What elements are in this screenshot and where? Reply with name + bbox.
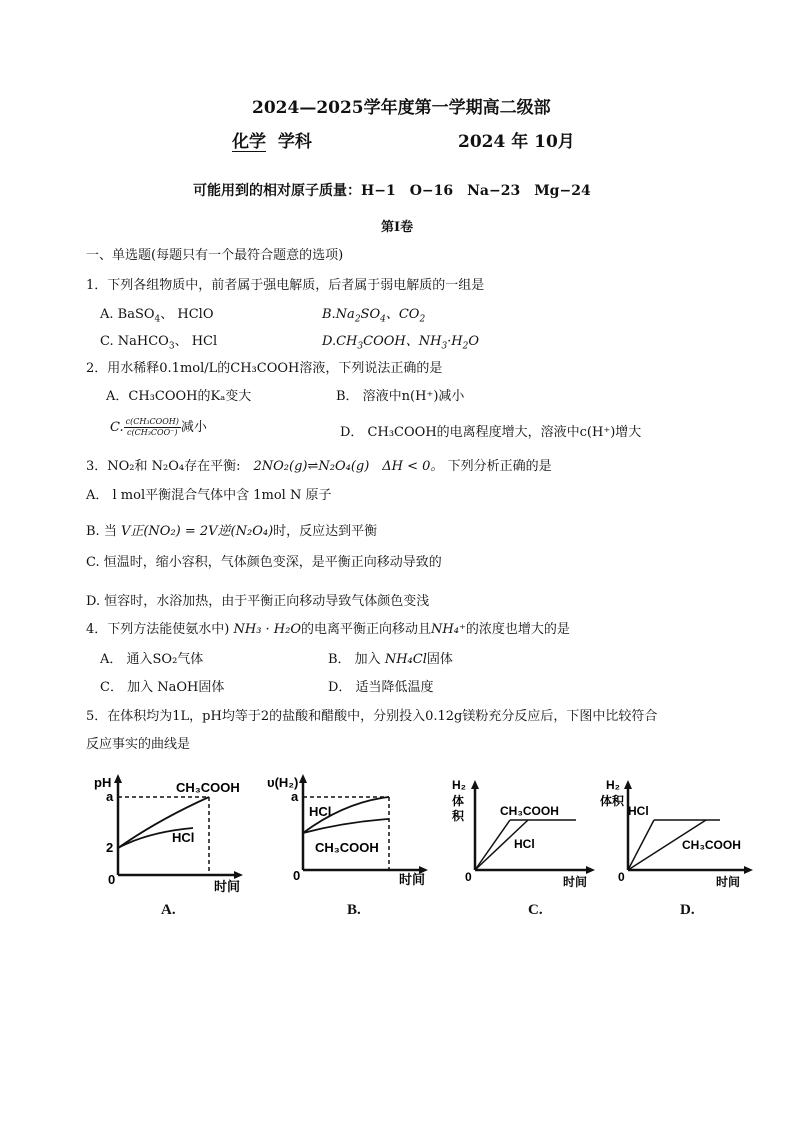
q2-option-b: B． 溶液中n(H⁺)减小 [336, 389, 465, 404]
q5-stem-line1: 5．在体积均为1L，pH均等于2的盐酸和醋酸中，分别投入0.12g镁粉充分反应后，下图中比较符合 [86, 709, 658, 724]
q4-option-b [328, 651, 453, 669]
graph-c [448, 775, 608, 895]
q2-c-suffix: 减小 [180, 420, 207, 435]
subject-suffix: 学科 [277, 132, 312, 152]
graph-b-y-top: a [291, 789, 299, 804]
graph-a-origin: 0 [108, 872, 116, 887]
q2-c-prefix: C. [110, 420, 124, 435]
graph-a-upper-label: CH₃COOH [176, 780, 240, 795]
graph-b-lower-label: CH₃COOH [315, 840, 379, 855]
q2-option-d: D． CH₃COOH的电离程度增大，溶液中c(H⁺)增大 [340, 425, 642, 440]
volume-label: 第Ⅰ卷 [381, 220, 414, 235]
q1-option-c: C. NaHCO$_3$、 HCl [100, 334, 218, 352]
q4-b-formula: NH₄Cl [384, 652, 427, 667]
graph-c-y-label3: 积 [452, 809, 465, 823]
q3-equation: 2NO₂(g)⇌N₂O₄(g) [253, 459, 370, 474]
graph-a [88, 770, 258, 895]
graph-b-curve-lower [303, 819, 389, 833]
q1-option-b: $B.Na_2SO_4$、$CO_2$ [322, 307, 426, 325]
q3-b-equation: V正(NO₂) = 2V逆(N₂O₄) [120, 524, 274, 539]
q4-ion: NH₄⁺ [431, 622, 466, 637]
q3-option-c: C. 恒温时，缩小容积，气体颜色变深，是平衡正向移动导致的 [86, 555, 442, 570]
q1-option-d: $D.CH_3COOH$、$NH_3\cdot H_2O$ [322, 334, 480, 352]
q1-d-text4: O [468, 334, 480, 349]
graph-a-option: A. [161, 902, 176, 918]
q2-c-denominator: c(CH₃COO⁻) [127, 428, 178, 437]
graph-b-origin: 0 [293, 868, 301, 883]
graph-a-y-top: a [106, 789, 114, 804]
graph-b-y-arrow [299, 774, 307, 783]
q4-formula: NH₃ · H₂O [233, 622, 302, 637]
graph-d-x-arrow [744, 866, 753, 874]
graph-a-y-arrow [114, 774, 122, 783]
graph-d-svg [598, 775, 768, 895]
q1-c-text2: 、 HCl [174, 334, 218, 349]
q4-option-c: C． 加入 NaOH固体 [100, 680, 225, 695]
graph-b-option: B. [347, 902, 361, 918]
exam-title: 2024—2025学年度第一学期高二级部 [252, 98, 551, 118]
graph-d [598, 775, 768, 895]
q3-b-pre: B. 当 [86, 524, 121, 539]
graph-d-origin: 0 [618, 870, 625, 884]
graph-c-x-arrow [586, 866, 595, 874]
graph-a-y-label: pH [94, 775, 112, 790]
graph-b-upper-label: HCl [309, 804, 332, 819]
q1-b-text: B.Na [322, 307, 355, 322]
graph-d-y-label1: H₂ [606, 778, 620, 792]
q5-stem-line2: 反应事实的曲线是 [86, 737, 191, 752]
graph-b [265, 770, 440, 895]
q1-a-text: A. BaSO [100, 307, 155, 322]
graph-c-x-label: 时间 [563, 875, 588, 889]
q1-option-a: A. BaSO$_4$、 HClO [100, 307, 214, 325]
q4-stem-a: 4．下列方法能使氨水中) [86, 622, 234, 637]
q2-option-a: A．CH₃COOH的Kₐ变大 [106, 389, 252, 404]
section-heading: 一、单选题(每题只有一个最符合题意的选项) [86, 248, 344, 263]
q3-stem-a: 3．NO₂和 N₂O₄存在平衡: [86, 459, 254, 474]
q4-stem-b: 的电离平衡正向移动且 [301, 622, 432, 637]
q1-d-text3: ·H [447, 334, 463, 349]
q4-option-d: D． 适当降低温度 [328, 680, 434, 695]
atomic-masses: 可能用到的相对原子质量：H−1 O−16 Na−23 Mg−24 [193, 183, 591, 199]
graph-c-upper-label: CH₃COOH [500, 804, 559, 818]
subject-name: 化学 [232, 132, 266, 152]
graph-d-y-arrow [624, 780, 632, 789]
graph-c-y-label2: 体 [452, 794, 465, 808]
graph-c-y-arrow [471, 780, 479, 789]
graph-a-svg [88, 770, 258, 895]
q2-option-c [110, 416, 207, 440]
graph-c-svg [448, 775, 608, 895]
q2-c-numerator: c(CH₃COOH) [125, 417, 179, 426]
q4-b-pre: B． 加入 [328, 652, 385, 667]
graph-d-upper-label: HCl [628, 804, 649, 818]
q4-stem [86, 621, 570, 639]
graph-c-lower-label: HCl [514, 837, 535, 851]
graph-a-curve-upper [118, 797, 209, 848]
graph-d-x-label: 时间 [716, 875, 741, 889]
graph-b-y-label: υ(H₂) [267, 775, 299, 790]
q2-c-fraction [124, 417, 181, 438]
q1-a-text2: 、 HClO [160, 307, 214, 322]
q3-option-d: D. 恒容时，水浴加热，由于平衡正向移动导致气体颜色变浅 [86, 594, 430, 609]
exam-date: 2024 年 10月 [458, 132, 575, 152]
q3-option-a: A． l mol平衡混合气体中含 1mol N 原子 [86, 488, 332, 503]
graph-a-lower-label: HCl [172, 830, 195, 845]
graph-a-x-label: 时间 [214, 879, 241, 894]
graph-c-option: C. [528, 902, 543, 918]
q4-stem-c: 的浓度也增大的是 [465, 622, 570, 637]
q1-d-text: D.CH [322, 334, 358, 349]
q1-d-text2: COOH、NH [363, 334, 442, 349]
q4-b-post: 固体 [426, 652, 453, 667]
graph-d-y-label2: 体积 [600, 794, 625, 808]
graph-a-y-start: 2 [106, 840, 114, 855]
graph-a-x-arrow [234, 871, 243, 879]
graph-c-origin: 0 [465, 870, 472, 884]
graph-b-svg [265, 770, 440, 895]
subject-line [232, 133, 312, 151]
q3-stem [86, 458, 552, 476]
q3-stem-b: 下列分析正确的是 [443, 459, 552, 474]
graph-c-y-label1: H₂ [452, 778, 466, 792]
graph-d-lower-label: CH₃COOH [682, 838, 741, 852]
q3-b-post: 时，反应达到平衡 [273, 524, 378, 539]
graph-d-option: D. [680, 902, 695, 918]
q1-stem: 1．下列各组物质中，前者属于强电解质，后者属于弱电解质的一组是 [86, 278, 485, 293]
q4-option-a: A． 通入SO₂气体 [100, 652, 204, 667]
graph-b-x-label: 时间 [399, 872, 426, 887]
q1-c-text: C. NaHCO [100, 334, 169, 349]
q2-stem: 2．用水稀释0.1mol/L的CH₃COOH溶液，下列说法正确的是 [86, 361, 443, 376]
graph-c-line-fast [475, 820, 510, 870]
q3-enthalpy: ΔH < 0。 [369, 459, 444, 474]
q3-option-b [86, 523, 377, 541]
